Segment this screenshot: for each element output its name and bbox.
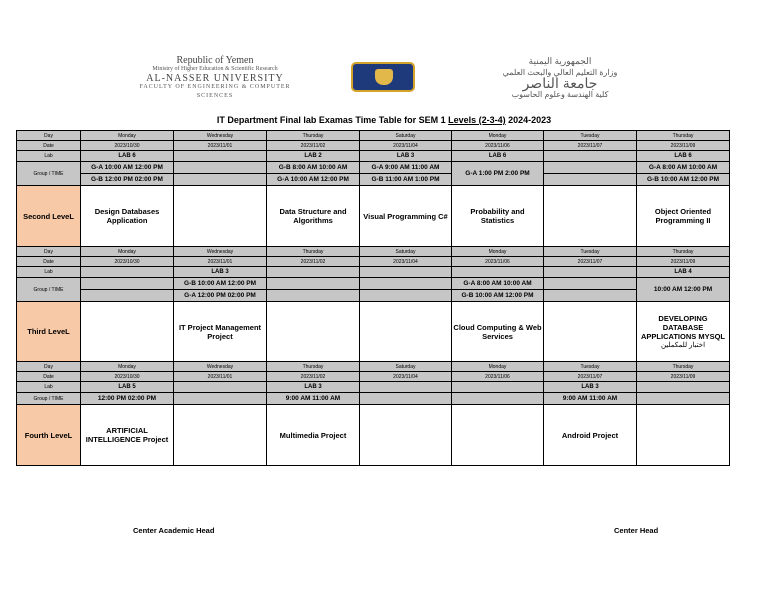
group-time-cell xyxy=(174,393,267,405)
group-time-cell xyxy=(637,393,730,405)
subject-cell xyxy=(637,302,730,362)
level2-subject-row xyxy=(17,186,730,247)
page-title xyxy=(0,115,768,125)
row-label: Date xyxy=(17,372,81,382)
subject-cell xyxy=(174,186,267,247)
group-time-cell xyxy=(174,162,267,174)
level2-lab-row xyxy=(17,151,730,162)
title-text: IT Department Final lab Examas Time Table for SEM 1 xyxy=(216,115,449,125)
date-cell: 2023/11/09 xyxy=(637,257,730,267)
subject-cell xyxy=(267,302,360,362)
day-cell: Thursday xyxy=(267,131,360,141)
day-cell: Saturday xyxy=(360,131,452,141)
date-cell: 2023/10/30 xyxy=(81,372,174,382)
date-cell: 2023/11/02 xyxy=(267,257,360,267)
level-label: Third LeveL xyxy=(17,302,81,362)
lab-cell: LAB 6 xyxy=(637,151,730,162)
university-logo xyxy=(351,62,415,92)
lab-cell xyxy=(544,151,637,162)
row-label: Day xyxy=(17,131,81,141)
group-time-cell xyxy=(360,290,452,302)
group-time-cell: G-A 8:00 AM 10:00 AM xyxy=(637,162,730,174)
day-cell: Thursday xyxy=(637,247,730,257)
day-cell: Monday xyxy=(452,247,544,257)
group-time-cell: G-B 11:00 AM 1:00 PM xyxy=(360,174,452,186)
row-label: Date xyxy=(17,141,81,151)
header-line: Republic of Yemen xyxy=(176,55,254,66)
date-cell: 2023/11/07 xyxy=(544,257,637,267)
lab-cell xyxy=(452,267,544,278)
subject-text: DEVELOPING DATABASE APPLICATIONS MYSQL xyxy=(640,314,726,341)
row-label: Lab xyxy=(17,382,81,393)
group-time-cell: G-A 10:00 AM 12:00 PM xyxy=(267,174,360,186)
lab-cell: LAB 3 xyxy=(174,267,267,278)
group-time-cell: 12:00 PM 02:00 PM xyxy=(81,393,174,405)
lab-cell: LAB 5 xyxy=(81,382,174,393)
lab-cell xyxy=(360,382,452,393)
group-time-cell xyxy=(81,278,174,290)
subject-cell xyxy=(81,302,174,362)
group-time-cell: G-B 8:00 AM 10:00 AM xyxy=(267,162,360,174)
level3-day-row xyxy=(17,247,730,257)
group-time-cell: 10:00 AM 12:00 PM xyxy=(637,278,730,302)
subject-cell: Visual Programming C# xyxy=(360,186,452,247)
level3-date-row xyxy=(17,257,730,267)
group-time-cell xyxy=(544,290,637,302)
group-time-cell xyxy=(174,174,267,186)
date-cell: 2023/11/01 xyxy=(174,257,267,267)
date-cell: 2023/11/04 xyxy=(360,141,452,151)
subject-cell xyxy=(544,302,637,362)
subject-cell: Design Databases Application xyxy=(81,186,174,247)
lab-cell: LAB 6 xyxy=(81,151,174,162)
date-cell: 2023/11/02 xyxy=(267,141,360,151)
exam-timetable xyxy=(16,130,730,466)
group-time-cell: G-B 12:00 PM 02:00 PM xyxy=(81,174,174,186)
group-time-cell: G-B 10:00 AM 12:00 PM xyxy=(174,278,267,290)
header-line: AL-NASSER UNIVERSITY xyxy=(146,73,284,84)
level2-date-row xyxy=(17,141,730,151)
day-cell: Monday xyxy=(81,131,174,141)
group-time-cell: G-A 10:00 AM 12:00 PM xyxy=(81,162,174,174)
subject-cell: Data Structure and Algorithms xyxy=(267,186,360,247)
row-label: Day xyxy=(17,247,81,257)
level4-subject-row xyxy=(17,405,730,466)
row-label: Date xyxy=(17,257,81,267)
level-label: Fourth LeveL xyxy=(17,405,81,466)
group-time-cell: G-A 8:00 AM 10:00 AM xyxy=(452,278,544,290)
date-cell: 2023/11/07 xyxy=(544,372,637,382)
date-cell: 2023/11/07 xyxy=(544,141,637,151)
group-time-cell xyxy=(267,278,360,290)
day-cell: Saturday xyxy=(360,247,452,257)
row-label: Group / TIME xyxy=(17,393,81,405)
date-cell: 2023/11/06 xyxy=(452,372,544,382)
day-cell: Thursday xyxy=(267,362,360,372)
group-time-cell xyxy=(267,290,360,302)
subject-cell xyxy=(174,405,267,466)
lab-cell: LAB 3 xyxy=(267,382,360,393)
lab-cell xyxy=(360,267,452,278)
day-cell: Tuesday xyxy=(544,362,637,372)
group-time-cell xyxy=(81,290,174,302)
group-time-cell: G-A 12:00 PM 02:00 PM xyxy=(174,290,267,302)
title-levels: Levels (2-3-4) xyxy=(448,115,506,125)
day-cell: Tuesday xyxy=(544,131,637,141)
group-time-cell xyxy=(360,278,452,290)
subject-cell: Android Project xyxy=(544,405,637,466)
lab-cell xyxy=(452,382,544,393)
day-cell: Wednesday xyxy=(174,362,267,372)
day-cell: Monday xyxy=(452,131,544,141)
lab-cell: LAB 4 xyxy=(637,267,730,278)
date-cell: 2023/11/09 xyxy=(637,372,730,382)
date-cell: 2023/11/02 xyxy=(267,372,360,382)
level3-group-row xyxy=(17,290,730,302)
header-line: جامعة الناصر xyxy=(522,75,598,91)
subject-cell xyxy=(360,405,452,466)
lab-cell xyxy=(267,267,360,278)
row-label: Lab xyxy=(17,267,81,278)
group-time-cell: G-A 1:00 PM 2:00 PM xyxy=(452,162,544,186)
date-cell: 2023/11/06 xyxy=(452,141,544,151)
university-header-en xyxy=(100,56,330,101)
day-cell: Monday xyxy=(81,362,174,372)
subject-cell: Multimedia Project xyxy=(267,405,360,466)
row-label: Lab xyxy=(17,151,81,162)
day-cell: Monday xyxy=(452,362,544,372)
level2-group-row xyxy=(17,174,730,186)
group-time-cell: G-A 9:00 AM 11:00 AM xyxy=(360,162,452,174)
lab-cell: LAB 6 xyxy=(452,151,544,162)
date-cell: 2023/10/30 xyxy=(81,141,174,151)
header-line: FACULTY OF ENGINEERING & COMPUTER xyxy=(139,84,291,90)
group-time-cell: G-B 10:00 AM 12:00 PM xyxy=(452,290,544,302)
group-time-cell: G-B 10:00 AM 12:00 PM xyxy=(637,174,730,186)
level3-lab-row xyxy=(17,267,730,278)
group-time-cell xyxy=(360,393,452,405)
day-cell: Saturday xyxy=(360,362,452,372)
header-line: وزارة التعليم العالي والبحث العلمي xyxy=(502,68,618,77)
lab-cell xyxy=(174,151,267,162)
date-cell: 2023/11/09 xyxy=(637,141,730,151)
date-cell: 2023/11/04 xyxy=(360,372,452,382)
level3-group-row xyxy=(17,278,730,290)
subject-cell: Object Oriented Programming II xyxy=(637,186,730,247)
header-line: Ministry of Higher Education & Scientific Research xyxy=(152,66,278,72)
row-label: Group / TIME xyxy=(17,278,81,302)
level-label: Second LeveL xyxy=(17,186,81,247)
header-line: الجمهورية اليمنية xyxy=(528,56,592,66)
signature-academic-head: Center Academic Head xyxy=(133,526,215,535)
subject-note: اختبار للمكملين xyxy=(660,342,706,349)
date-cell: 2023/10/30 xyxy=(81,257,174,267)
subject-cell xyxy=(544,186,637,247)
level4-lab-row xyxy=(17,382,730,393)
group-time-cell xyxy=(544,162,637,174)
header-line: SCIENCES xyxy=(196,93,234,99)
lab-cell xyxy=(174,382,267,393)
day-cell: Thursday xyxy=(267,247,360,257)
subject-cell: Probability and Statistics xyxy=(452,186,544,247)
university-header-ar xyxy=(470,56,650,100)
title-year: 2024-2023 xyxy=(505,115,552,125)
subject-cell xyxy=(637,405,730,466)
day-cell: Wednesday xyxy=(174,247,267,257)
date-cell: 2023/11/01 xyxy=(174,141,267,151)
subject-cell: Cloud Computing & Web Services xyxy=(452,302,544,362)
day-cell: Wednesday xyxy=(174,131,267,141)
header-line: كلية الهندسة وعلوم الحاسوب xyxy=(511,90,609,99)
day-cell: Tuesday xyxy=(544,247,637,257)
group-time-cell: 9:00 AM 11:00 AM xyxy=(544,393,637,405)
signature-center-head: Center Head xyxy=(614,526,659,535)
level4-day-row xyxy=(17,362,730,372)
subject-cell xyxy=(360,302,452,362)
day-cell: Monday xyxy=(81,247,174,257)
lab-cell: LAB 3 xyxy=(360,151,452,162)
day-cell: Thursday xyxy=(637,362,730,372)
lab-cell: LAB 3 xyxy=(544,382,637,393)
group-time-cell xyxy=(452,393,544,405)
group-time-cell xyxy=(544,278,637,290)
subject-cell: IT Project Management Project xyxy=(174,302,267,362)
level2-group-row xyxy=(17,162,730,174)
group-time-cell xyxy=(544,174,637,186)
row-label: Day xyxy=(17,362,81,372)
level4-date-row xyxy=(17,372,730,382)
group-time-cell: 9:00 AM 11:00 AM xyxy=(267,393,360,405)
level4-group-row xyxy=(17,393,730,405)
lab-cell xyxy=(637,382,730,393)
subject-cell: ARTIFICIAL INTELLIGENCE Project xyxy=(81,405,174,466)
lab-cell xyxy=(81,267,174,278)
lab-cell: LAB 2 xyxy=(267,151,360,162)
logo-emblem-icon xyxy=(375,69,393,85)
subject-cell xyxy=(452,405,544,466)
date-cell: 2023/11/06 xyxy=(452,257,544,267)
day-cell: Thursday xyxy=(637,131,730,141)
date-cell: 2023/11/01 xyxy=(174,372,267,382)
date-cell: 2023/11/04 xyxy=(360,257,452,267)
lab-cell xyxy=(544,267,637,278)
level2-day-row xyxy=(17,131,730,141)
row-label: Group / TIME xyxy=(17,162,81,186)
level3-subject-row xyxy=(17,302,730,362)
